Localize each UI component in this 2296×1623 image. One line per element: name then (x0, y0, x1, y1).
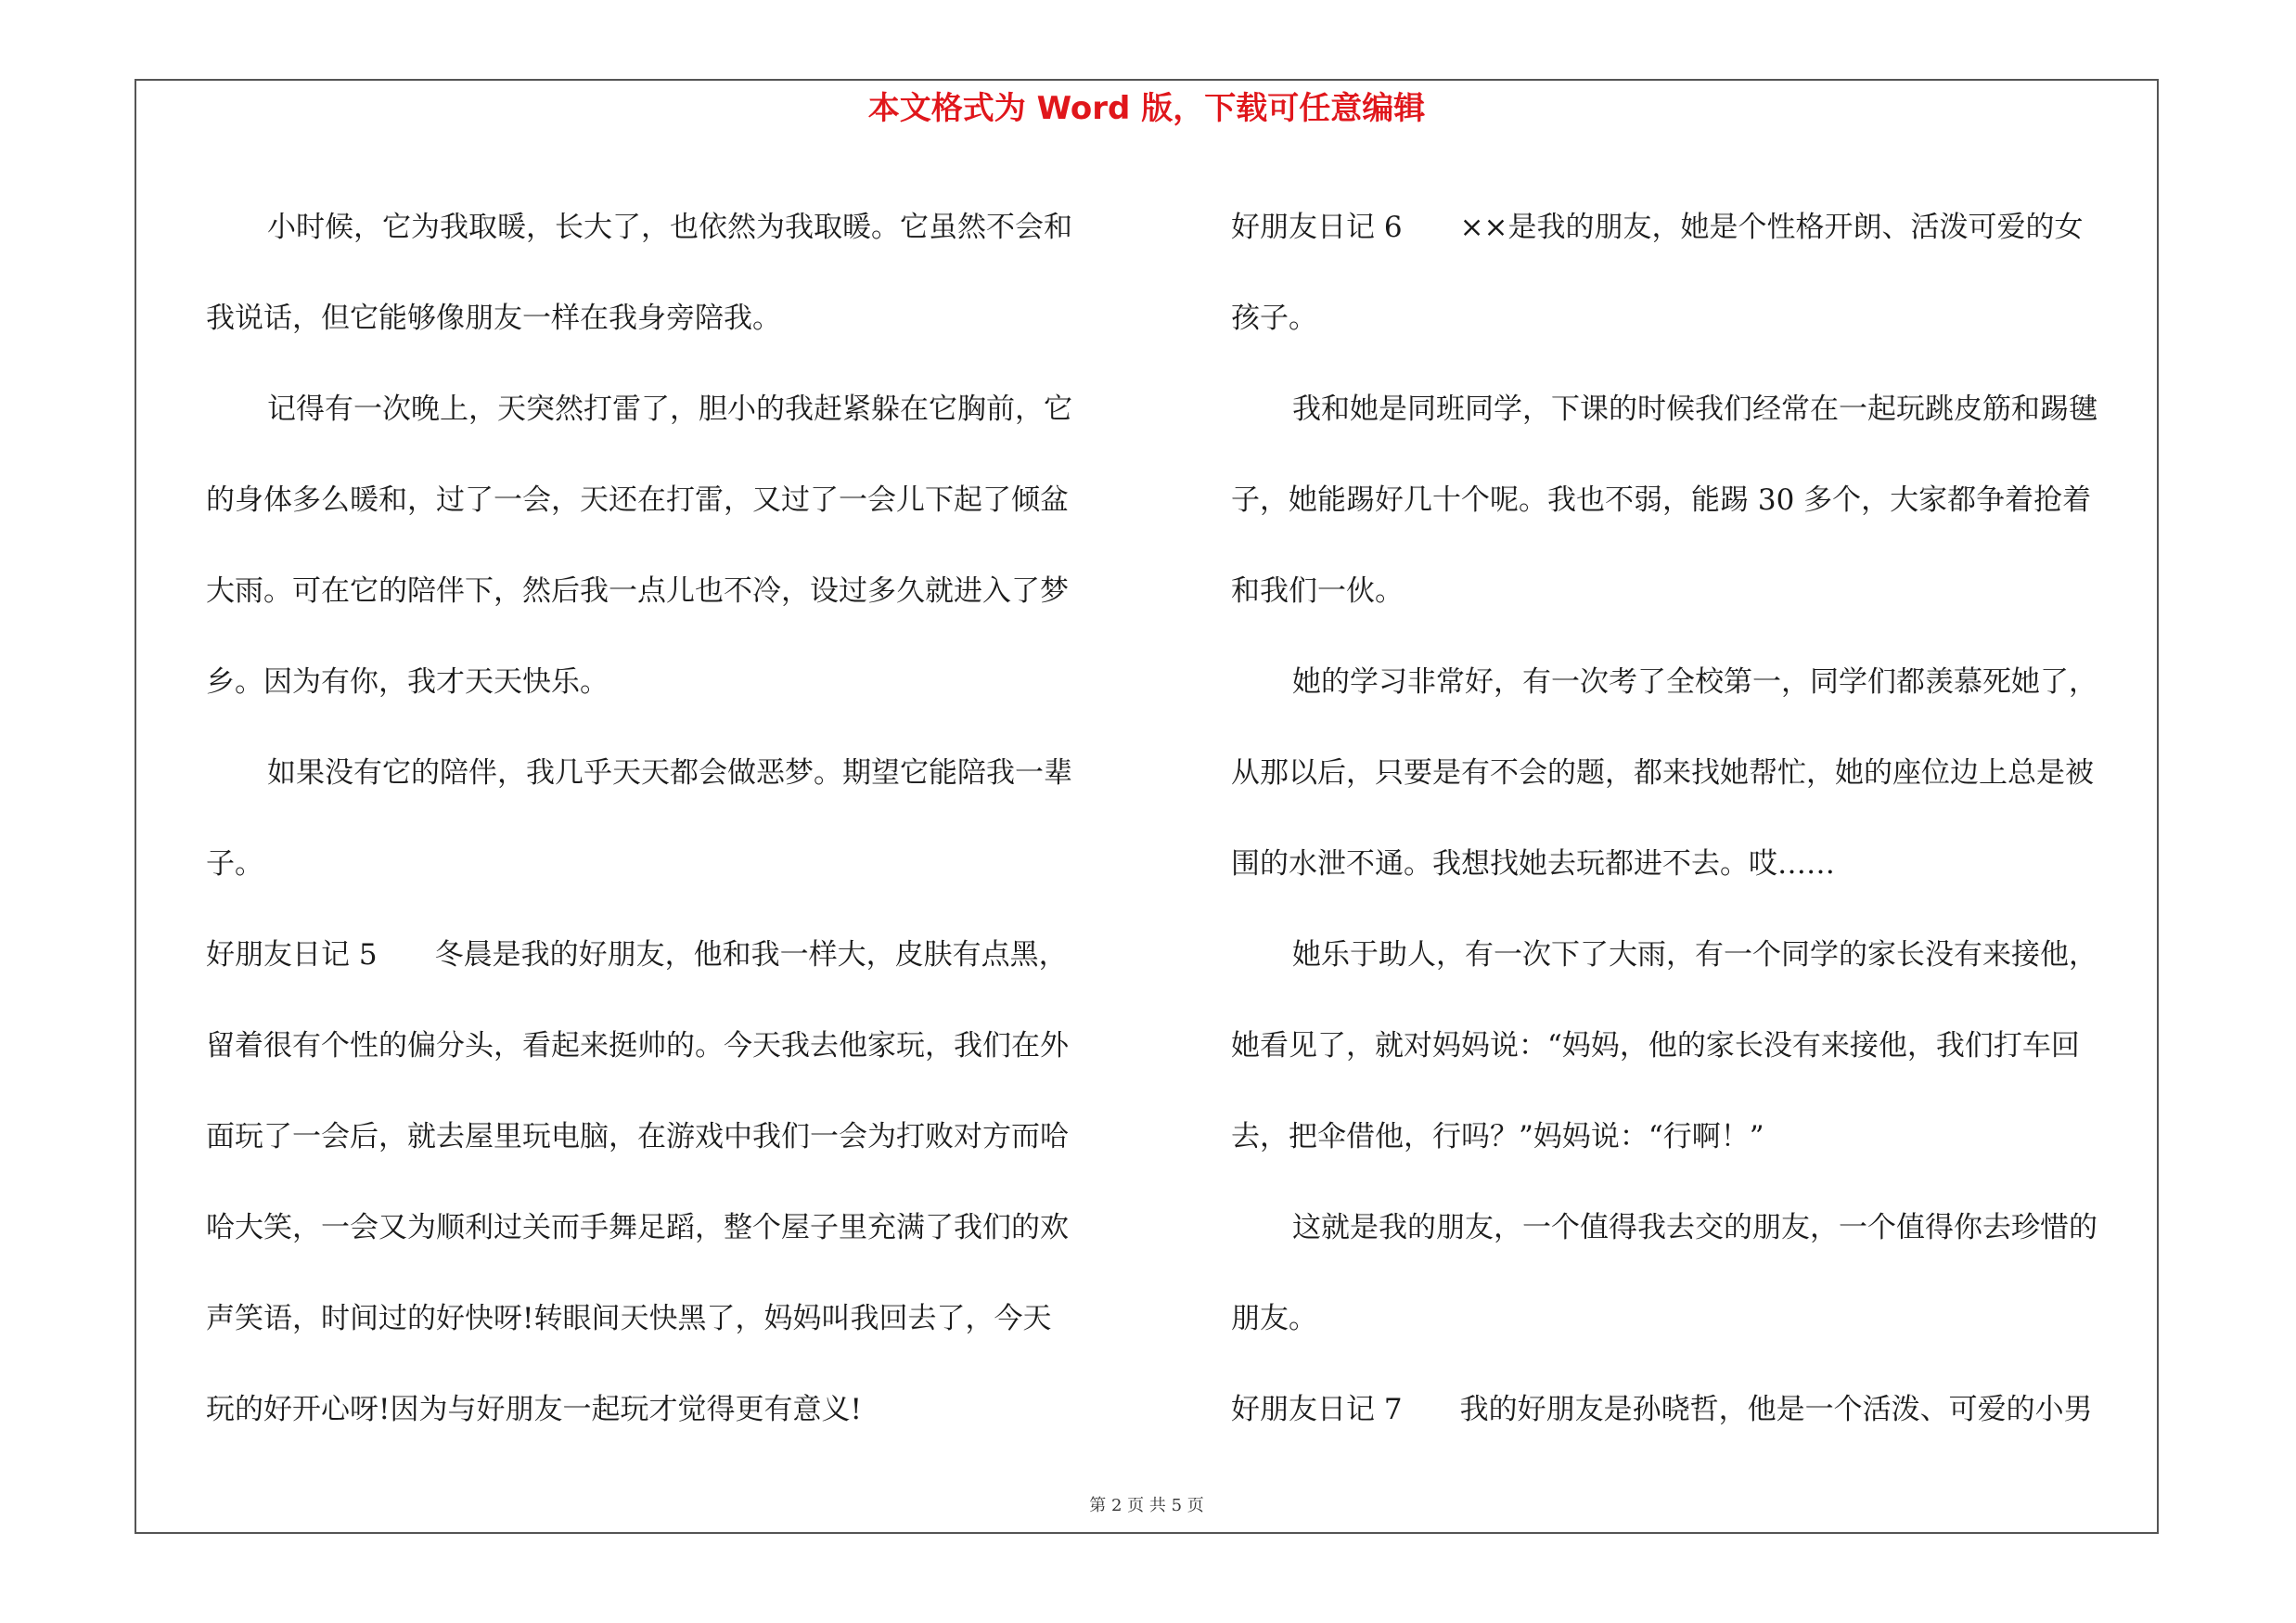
text-line: 子。 (206, 847, 263, 881)
text-line: 玩的好开心呀!因为与好朋友一起玩才觉得更有意义! (206, 1393, 862, 1426)
text-line: 孩子。 (1231, 302, 1317, 335)
text-line: 围的水泄不通。我想找她去玩都进不去。哎…… (1231, 847, 1835, 881)
text-line: 从那以后，只要是有不会的题，都来找她帮忙，她的座位边上总是被 (1231, 756, 2094, 790)
text-line: 和我们一伙。 (1231, 574, 1404, 608)
text-line: 朋友。 (1231, 1302, 1317, 1335)
text-line: 乡。因为有你，我才天天快乐。 (206, 665, 609, 699)
text-line: 去，把伞借他，行吗？”妈妈说：“行啊！” (1231, 1120, 1764, 1153)
text-line: 子，她能踢好几十个呢。我也不弱，能踢 30 多个，大家都争着抢着 (1231, 483, 2092, 517)
text-line: 好朋友日记 7 我的好朋友是孙晓哲，他是一个活泼、可爱的小男 (1231, 1393, 2093, 1426)
text-line: 如果没有它的陪伴，我几乎天天都会做恶梦。期望它能陪我一辈 (267, 756, 1072, 790)
text-line: 大雨。可在它的陪伴下，然后我一点儿也不冷，设过多久就进入了梦 (206, 574, 1069, 608)
text-line: 声笑语，时间过的好快呀!转眼间天快黑了，妈妈叫我回去了，今天 (206, 1302, 1052, 1335)
left-column (206, 182, 1143, 1455)
text-line: 的身体多么暖和，过了一会，天还在打雷，又过了一会儿下起了倾盆 (206, 483, 1069, 517)
text-line: 她看见了，就对妈妈说：“妈妈，他的家长没有来接他，我们打车回 (1231, 1029, 2080, 1063)
text-line: 小时候，它为我取暖，长大了，也依然为我取暖。它虽然不会和 (267, 211, 1072, 244)
text-line: 这就是我的朋友，一个值得我去交的朋友，一个值得你去珍惜的 (1292, 1211, 2097, 1244)
page-number-footer: 第 2 页 共 5 页 (1089, 1496, 1204, 1515)
text-line: 面玩了一会后，就去屋里玩电脑，在游戏中我们一会为打败对方而哈 (206, 1120, 1069, 1153)
right-column (1231, 182, 2159, 1455)
text-line: 好朋友日记 5 冬晨是我的好朋友，他和我一样大，皮肤有点黑， (206, 938, 1068, 972)
text-line: 哈大笑，一会又为顺利过关而手舞足蹈，整个屋子里充满了我们的欢 (206, 1211, 1069, 1244)
text-line: 她乐于助人，有一次下了大雨，有一个同学的家长没有来接他， (1292, 938, 2097, 972)
text-line: 她的学习非常好，有一次考了全校第一，同学们都羡慕死她了， (1292, 665, 2097, 699)
text-line: 我说话，但它能够像朋友一样在我身旁陪我。 (206, 302, 781, 335)
header-banner: 本文格式为 Word 版，下载可任意编辑 (867, 90, 1426, 127)
text-line: 记得有一次晚上，天突然打雷了，胆小的我赶紧躲在它胸前，它 (267, 393, 1072, 426)
text-line: 好朋友日记 6 ××是我的朋友，她是个性格开朗、活泼可爱的女 (1231, 211, 2084, 244)
text-line: 留着很有个性的偏分头，看起来挺帅的。今天我去他家玩，我们在外 (206, 1029, 1069, 1063)
text-line: 我和她是同班同学，下课的时候我们经常在一起玩跳皮筋和踢毽 (1292, 393, 2097, 426)
